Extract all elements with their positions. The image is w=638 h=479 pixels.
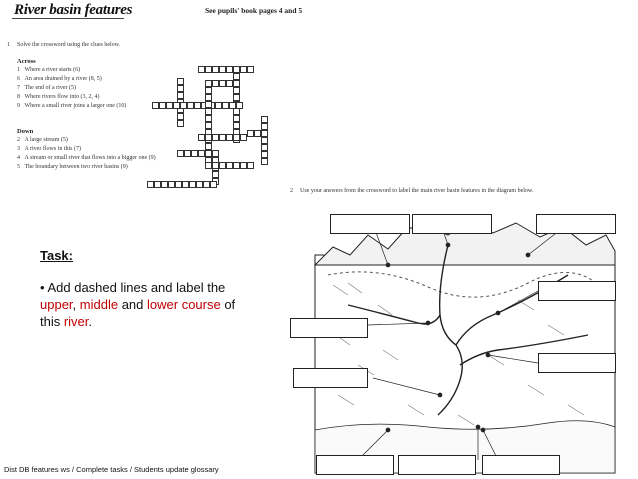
crossword-cell[interactable]: [182, 181, 189, 188]
crossword-cell[interactable]: [210, 181, 217, 188]
crossword-cell[interactable]: [175, 181, 182, 188]
crossword-cell[interactable]: [240, 66, 247, 73]
book-reference: See pupils' book pages 4 and 5: [205, 6, 303, 15]
crossword-cell[interactable]: [212, 80, 219, 87]
bullet: •: [40, 280, 45, 295]
label-box-1[interactable]: [330, 214, 410, 234]
clue-across-6: 6 An area drained by a river (8, 5): [17, 76, 102, 82]
clue-across-8: 8 Where rivers flow into (3, 2, 4): [17, 94, 100, 100]
crossword-cell[interactable]: [233, 80, 240, 87]
crossword-cell[interactable]: [205, 94, 212, 101]
crossword-cell[interactable]: [154, 181, 161, 188]
word-course: course: [178, 297, 221, 312]
crossword-cell[interactable]: [233, 108, 240, 115]
label-box-6[interactable]: [293, 368, 368, 388]
label-box-4[interactable]: [290, 318, 368, 338]
label-box-5[interactable]: [538, 281, 616, 301]
label-box-2[interactable]: [412, 214, 492, 234]
crossword-cell[interactable]: [152, 102, 159, 109]
clue-down-5: 5 The boundary between two river basins (9): [17, 164, 128, 170]
crossword-cell[interactable]: [212, 150, 219, 157]
crossword-cell[interactable]: [187, 102, 194, 109]
crossword-cell[interactable]: [261, 123, 268, 130]
crossword-cell[interactable]: [168, 181, 175, 188]
crossword-cell[interactable]: [240, 134, 247, 141]
crossword-cell[interactable]: [222, 102, 229, 109]
crossword-cell[interactable]: [233, 66, 240, 73]
crossword-cell[interactable]: [205, 150, 212, 157]
question-1-text: Solve the crossword using the clues below.: [17, 42, 121, 48]
clue-across-9: 9 Where a small river joins a larger one (10): [17, 103, 127, 109]
crossword-cell[interactable]: [212, 134, 219, 141]
crossword-cell[interactable]: [247, 162, 254, 169]
word-lower: lower: [147, 297, 179, 312]
crossword-cell[interactable]: [212, 162, 219, 169]
crossword-cell[interactable]: [166, 102, 173, 109]
word-upper: upper: [40, 297, 73, 312]
footer-note: Dist DB features ws / Complete tasks / Students update glossary: [4, 465, 219, 474]
clue-across-1: 1 Where a river starts (6): [17, 67, 81, 73]
crossword-grid: [0, 0, 638, 200]
crossword-cell[interactable]: [191, 150, 198, 157]
crossword-cell[interactable]: [198, 150, 205, 157]
question-1-number: 1: [7, 42, 10, 48]
crossword-cell[interactable]: [219, 162, 226, 169]
crossword-cell[interactable]: [226, 134, 233, 141]
crossword-cell[interactable]: [261, 116, 268, 123]
crossword-cell[interactable]: [184, 150, 191, 157]
label-box-7[interactable]: [538, 353, 616, 373]
word-middle: middle: [79, 297, 119, 312]
crossword-cell[interactable]: [198, 134, 205, 141]
crossword-cell[interactable]: [180, 102, 187, 109]
label-box-9[interactable]: [398, 455, 476, 475]
crossword-cell[interactable]: [203, 181, 210, 188]
label-box-8[interactable]: [316, 455, 394, 475]
task-instruction: • Add dashed lines and label the upper, middle and lower course of this river.: [40, 280, 236, 329]
crossword-cell[interactable]: [226, 66, 233, 73]
crossword-cell[interactable]: [173, 102, 180, 109]
crossword-cell[interactable]: [205, 115, 212, 122]
crossword-cell[interactable]: [233, 73, 240, 80]
crossword-cell[interactable]: [177, 113, 184, 120]
crossword-cell[interactable]: [205, 108, 212, 115]
crossword-cell[interactable]: [233, 134, 240, 141]
crossword-cell[interactable]: [261, 130, 268, 137]
crossword-cell[interactable]: [261, 137, 268, 144]
crossword-cell[interactable]: [194, 102, 201, 109]
crossword-cell[interactable]: [226, 162, 233, 169]
crossword-cell[interactable]: [205, 134, 212, 141]
clue-down-4: 4 A stream or small river that flows into a bigger one (9): [17, 155, 156, 161]
down-heading: Down: [17, 128, 34, 135]
crossword-cell[interactable]: [205, 122, 212, 129]
crossword-cell[interactable]: [205, 162, 212, 169]
across-heading: Across: [17, 58, 36, 65]
crossword-cell[interactable]: [219, 66, 226, 73]
worksheet-title: River basin features: [14, 2, 133, 18]
crossword-cell[interactable]: [233, 122, 240, 129]
label-box-10[interactable]: [482, 455, 560, 475]
crossword-cell[interactable]: [261, 151, 268, 158]
crossword-cell[interactable]: [226, 80, 233, 87]
crossword-cell[interactable]: [177, 150, 184, 157]
crossword-cell[interactable]: [233, 115, 240, 122]
crossword-cell[interactable]: [177, 78, 184, 85]
crossword-cell[interactable]: [261, 158, 268, 165]
crossword-cell[interactable]: [147, 181, 154, 188]
crossword-cell[interactable]: [219, 80, 226, 87]
crossword-cell[interactable]: [229, 102, 236, 109]
crossword-cell[interactable]: [196, 181, 203, 188]
question-2-text: Use your answers from the crossword to label the main river basin features in the diagram below.: [300, 188, 534, 194]
river-basin-diagram: [288, 205, 638, 479]
clue-down-3: 3 A river flows in this (7): [17, 146, 81, 152]
crossword-cell[interactable]: [205, 87, 212, 94]
crossword-cell[interactable]: [205, 66, 212, 73]
crossword-cell[interactable]: [247, 130, 254, 137]
crossword-cell[interactable]: [189, 181, 196, 188]
crossword-cell[interactable]: [215, 102, 222, 109]
crossword-cell[interactable]: [177, 120, 184, 127]
crossword-cell[interactable]: [233, 162, 240, 169]
crossword-cell[interactable]: [219, 134, 226, 141]
crossword-cell[interactable]: [233, 94, 240, 101]
crossword-cell[interactable]: [205, 80, 212, 87]
crossword-cell[interactable]: [233, 87, 240, 94]
task-heading: Task:: [40, 248, 73, 263]
crossword-cell[interactable]: [236, 102, 243, 109]
crossword-cell[interactable]: [177, 92, 184, 99]
crossword-cell[interactable]: [159, 102, 166, 109]
crossword-cell[interactable]: [198, 66, 205, 73]
crossword-cell[interactable]: [177, 85, 184, 92]
crossword-cell[interactable]: [205, 101, 212, 108]
crossword-cell[interactable]: [212, 66, 219, 73]
crossword-cell[interactable]: [205, 143, 212, 150]
crossword-cell[interactable]: [254, 130, 261, 137]
crossword-cell[interactable]: [212, 171, 219, 178]
crossword-cell[interactable]: [247, 66, 254, 73]
question-2-number: 2: [290, 188, 293, 194]
crossword-cell[interactable]: [240, 162, 247, 169]
crossword-cell[interactable]: [261, 144, 268, 151]
word-river: river: [63, 314, 89, 329]
crossword-cell[interactable]: [161, 181, 168, 188]
clue-across-7: 7 The end of a river (5): [17, 85, 76, 91]
label-box-3[interactable]: [536, 214, 616, 234]
clue-down-2: 2 A large stream (5): [17, 137, 68, 143]
